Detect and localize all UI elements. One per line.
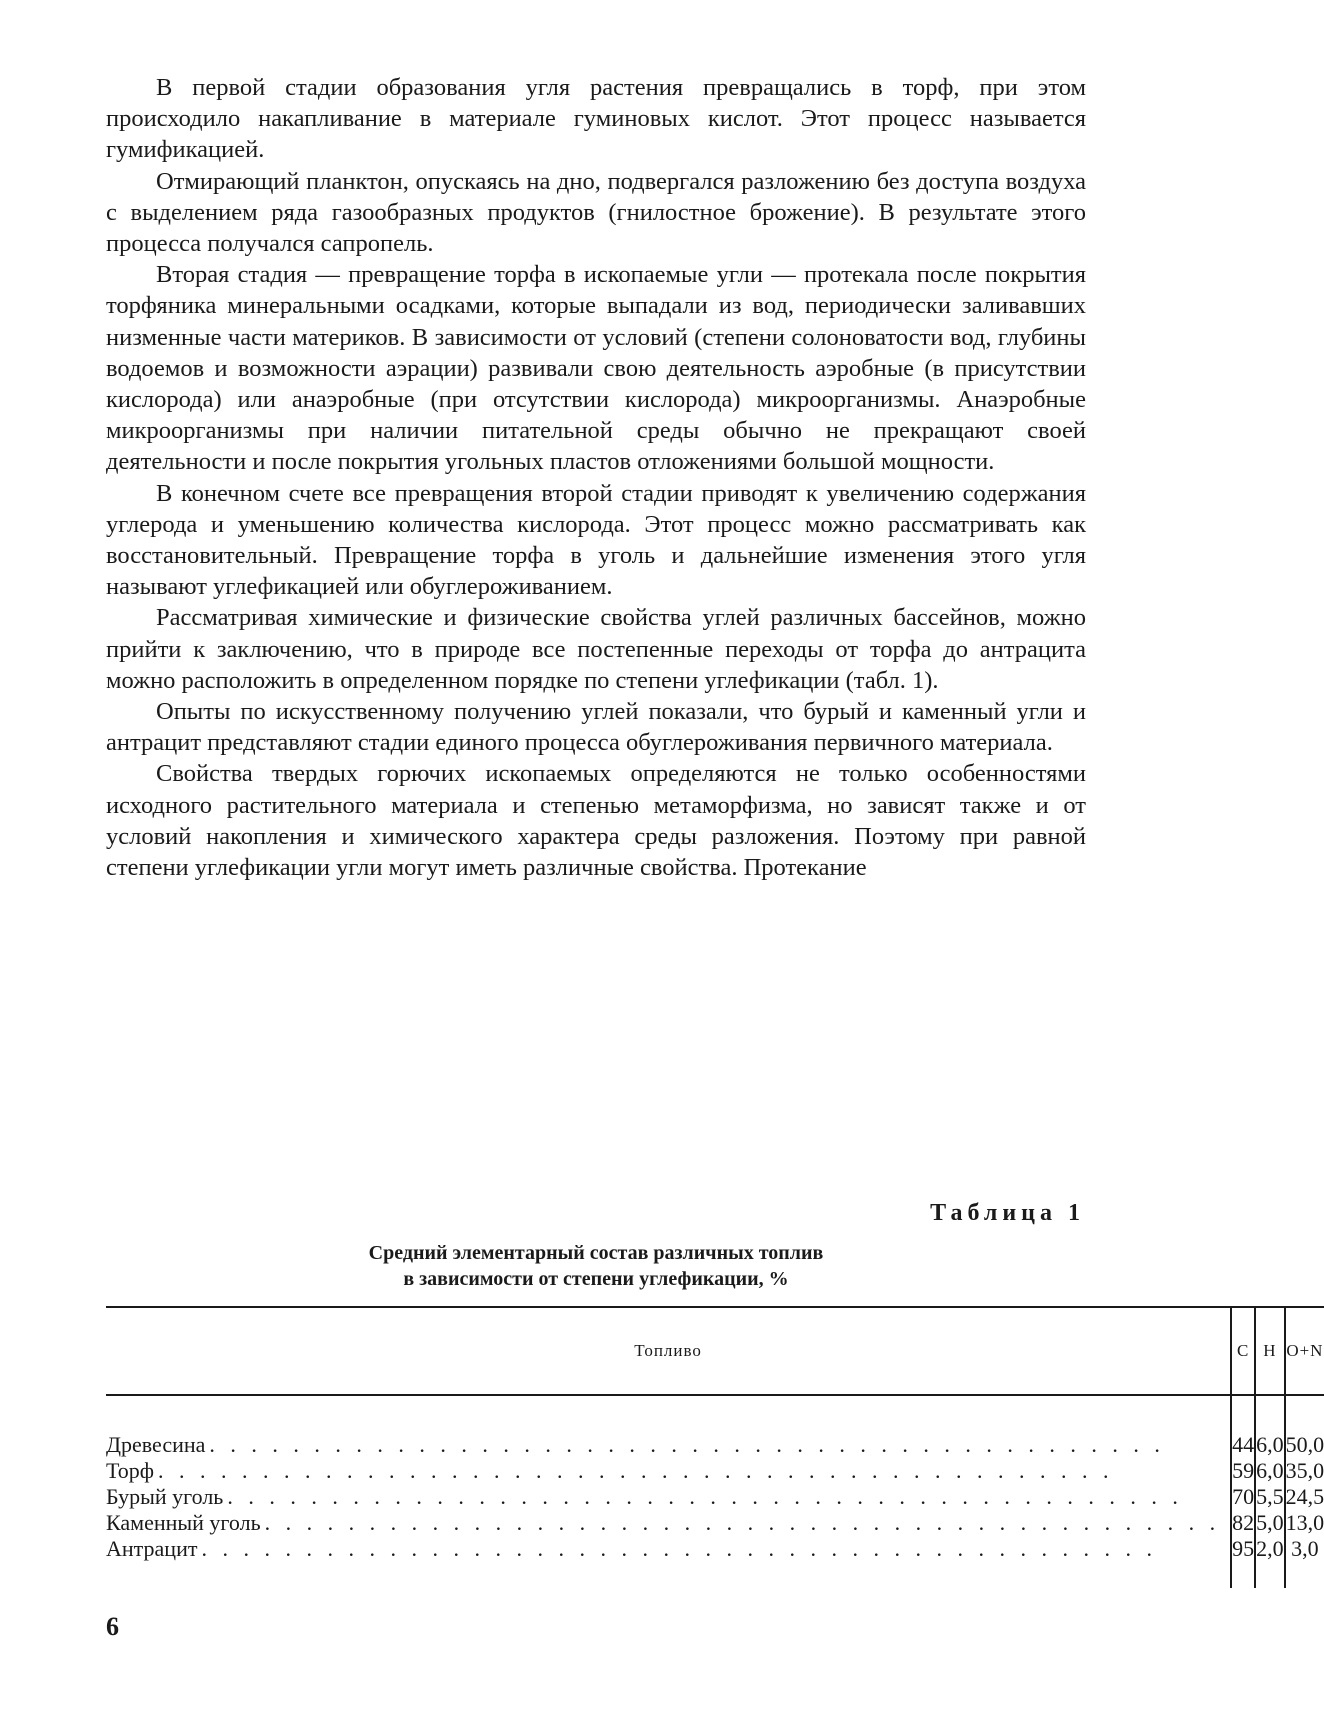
fuel-cell <box>106 1458 1231 1484</box>
hydrogen-value: 5,0 <box>1256 1510 1284 1535</box>
paragraph: Свойства твердых горючих ископаемых определяются не только особенностями исходного растительного материала и степенью метаморфизма, но зависят также и от условий накопления и химического характера среды разложения. Поэтому при равной степени углефикации угли могут иметь различные свойства. Протекание <box>106 760 1086 882</box>
oxygen-nitrogen-value: 50,0 <box>1285 1432 1324 1457</box>
table-label: Таблица 1 <box>930 1200 1085 1226</box>
table-row <box>106 1432 1324 1458</box>
table-row <box>106 1458 1324 1484</box>
table-caption <box>106 1240 1086 1292</box>
paragraph: В конечном счете все превращения второй стадии приводят к увеличению содержания углерода и уменьшению количества кислорода. Этот процесс можно рассматривать как восстановительный. Превращение торфа в уголь и дальнейшие изменения этого угля называют углефикацией или обуглероживанием. <box>106 479 1086 601</box>
hydrogen-value: 2,0 <box>1255 1536 1285 1588</box>
oxygen-nitrogen-value: 35,0 <box>1285 1458 1324 1483</box>
leader-dots <box>197 1536 1220 1562</box>
page-number: 6 <box>106 1612 119 1641</box>
oxygen-nitrogen-value: 13,0 <box>1285 1510 1324 1535</box>
leader-dots <box>261 1510 1221 1536</box>
oxygen-nitrogen-value: 24,5 <box>1285 1484 1324 1509</box>
fuel-cell <box>106 1536 1231 1588</box>
fuel-name: Торф <box>106 1458 155 1483</box>
header-c: C <box>1231 1307 1255 1395</box>
carbon-value: 44 <box>1232 1432 1255 1457</box>
composition-table <box>106 1306 1324 1588</box>
fuel-name: Антрацит <box>106 1536 198 1561</box>
oxygen-nitrogen-value: 3,0 <box>1285 1536 1324 1588</box>
hydrogen-value: 6,0 <box>1256 1432 1284 1457</box>
table-caption-line: Средний элементарный состав различных топлив <box>368 1242 824 1264</box>
leader-dots <box>154 1458 1220 1484</box>
body-text <box>106 72 1086 883</box>
carbon-value: 70 <box>1232 1484 1255 1509</box>
leader-dots <box>205 1432 1220 1458</box>
table-caption-line: в зависимости от степени углефикации, % <box>403 1268 789 1290</box>
hydrogen-value: 5,5 <box>1256 1484 1284 1509</box>
header-h: H <box>1255 1307 1285 1395</box>
table-header-row <box>106 1307 1324 1395</box>
table-row <box>106 1510 1324 1536</box>
fuel-cell <box>106 1510 1231 1536</box>
paragraph: Рассматривая химические и физические свойства углей различных бассейнов, можно прийти к заключению, что в природе все постепенные переходы от торфа до антрацита можно расположить в определенном порядке по степени углефикации (табл. 1). <box>106 604 1086 694</box>
carbon-value: 82 <box>1232 1510 1255 1535</box>
paragraph: Опыты по искусственному получению углей показали, что бурый и каменный угли и антрацит представляют стадии единого процесса обуглероживания первичного материала. <box>106 698 1086 757</box>
carbon-value: 95 <box>1231 1536 1255 1588</box>
fuel-name: Бурый уголь <box>106 1484 224 1509</box>
leader-dots <box>223 1484 1220 1510</box>
table-row <box>106 1536 1324 1588</box>
paragraph: Отмирающий планктон, опускаясь на дно, подвергался разложению без доступа воздуха с выделением ряда газообразных продуктов (гнилостное брожение). В результате этого процесса получался сапропель. <box>106 167 1086 258</box>
fuel-cell <box>106 1432 1231 1458</box>
hydrogen-value: 6,0 <box>1256 1458 1284 1483</box>
carbon-value: 59 <box>1232 1458 1255 1483</box>
fuel-name: Каменный уголь <box>106 1510 261 1535</box>
header-on: O+N <box>1285 1307 1324 1395</box>
fuel-name: Древесина <box>106 1432 206 1457</box>
header-fuel: Топливо <box>106 1307 1231 1395</box>
table-row <box>106 1484 1324 1510</box>
table-spacer-row <box>106 1395 1324 1432</box>
paragraph: Вторая стадия — превращение торфа в ископаемые угли — протекала после покрытия торфяника минеральными осадками, которые выпадали из вод, периодически заливавших низменные части материков. В зависимости от условий (степени солоноватости вод, глубины водоемов и возможности аэрации) развивали свою деятельность аэробные (в присутствии кислорода) или анаэробные (при отсутствии кислорода) микроорганизмы. Анаэробные микроорганизмы при наличии питательной среды обычно не прекращают своей деятельности и после покрытия угольных пластов отложениями большой мощности. <box>106 261 1086 476</box>
fuel-cell <box>106 1484 1231 1510</box>
paragraph: В первой стадии образования угля растения превращались в торф, при этом происходило накапливание в материале гуминовых кислот. Этот процесс называется гумификацией. <box>106 74 1086 164</box>
